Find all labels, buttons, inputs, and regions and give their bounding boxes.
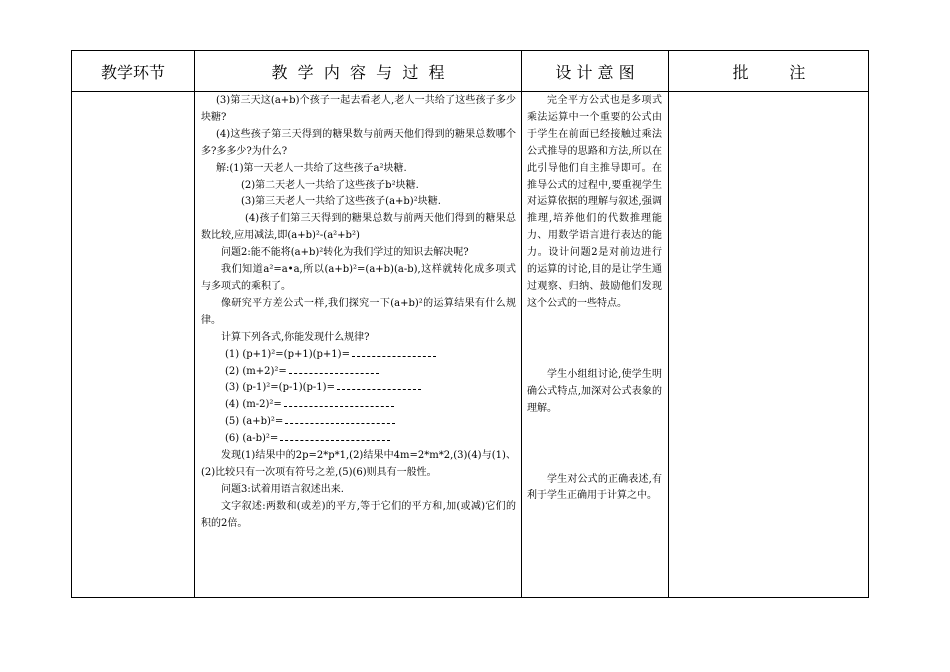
question-3-text: (3)第三天这(a+b)个孩子一起去看老人,老人一共给了这些孩子多少块糖? [201,95,516,123]
question-4-text: (4)这些孩子第三天得到的糖果数与前两天他们得到的糖果总数哪个多?多多少?为什么? [201,128,516,157]
answer-blank [285,417,395,424]
design-note-2: 学生小组组讨论,使学生明确公式特点,加深对公式表象的理解。 [527,368,662,414]
exercise-5-text: (5) (a+b)²= [225,416,284,428]
answer-2-text: (2)第二天老人一共给了这些孩子b²块糖. [241,179,419,191]
exercise-6 [201,431,516,448]
column-divider [668,51,669,597]
exercise-6-text: (6) (a-b)²= [225,433,279,445]
verbal-statement-text: 文字叙述:两数和(或差)的平方,等于它们的平方和,加(或减)它们的积的2倍。 [201,500,516,529]
exercise-2 [201,364,516,381]
answer-1-text: 解:(1)第一天老人一共给了这些孩子a²块糖. [216,162,407,174]
transform-text: 我们知道a²=a•a,所以(a+b)²=(a+b)(a-b),这样就转化成多项式与多项式的乘积了。 [201,264,516,292]
exercise-1-text: (1) (p+1)²=(p+1)(p+1)= [225,348,350,360]
answer-blank [284,400,394,407]
exercise-3 [201,380,516,397]
answer-blank [280,434,390,441]
header-content: 教 学 内 容 与 过 程 [271,62,445,82]
explore-text: 像研究平方差公式一样,我们探究一下(a+b)²的运算结果有什么规律。 [201,297,516,326]
header-notes: 批 注 [732,62,806,82]
exercise-3-text: (3) (p-1)²=(p-1)(p-1)= [225,382,335,394]
answer-4-text: (4)孩子们第三天得到的糖果总数与前两天他们得到的糖果总数比较,应用减法,即(a+b)²-(a²+b²) [201,213,516,242]
answer-blank [352,350,436,357]
answer-blank [337,383,421,390]
design-note-3: 学生对公式的正确表述,有利于学生正确用于计算之中。 [527,473,662,502]
design-intent-column [522,92,668,505]
exercise-4 [201,397,516,414]
header-design: 设 计 意 图 [555,62,635,82]
content-process-column [195,92,521,533]
answer-blank [289,367,379,374]
problem-2-text: 问题2:能不能将(a+b)²转化为我们学过的知识去解决呢? [221,247,469,259]
discovery-text: 发现(1)结果中的2p=2*p*1,(2)结果中4m=2*m*2,(3)(4)与(1)、(2)比较只有一次项有符号之差,(5)(6)则具有一般性。 [201,450,516,478]
design-note-1: 完全平方公式也是多项式乘法运算中一个重要的公式由于学生在前面已经接触过乘法公式推导的思路和方法,所以在此引导他们自主推导即可。在推导公式的过程中,要重视学生对运算依据的理解与叙述,强调推理,培养他们的代数推理能力、用数学语言进行表达的能力。设计问题2是对前边进行的运算的讨论,目的是让学生通过观察、归纳、鼓励他们发现这个公式的一些特点。 [527,95,662,309]
calc-prompt-text: 计算下列各式,你能发现什么规律? [221,331,370,343]
answer-3-text: (3)第三天老人一共给了这些孩子(a+b)²块糖. [241,196,441,208]
lesson-plan-table [71,50,869,598]
exercise-5 [201,414,516,431]
exercise-4-text: (4) (m-2)²= [225,399,282,411]
exercise-2-text: (2) (m+2)²= [225,365,287,377]
exercise-1 [201,347,516,364]
header-stage: 教学环节 [100,62,165,82]
problem-3-text: 问题3:试着用语言叙述出来. [221,483,344,495]
